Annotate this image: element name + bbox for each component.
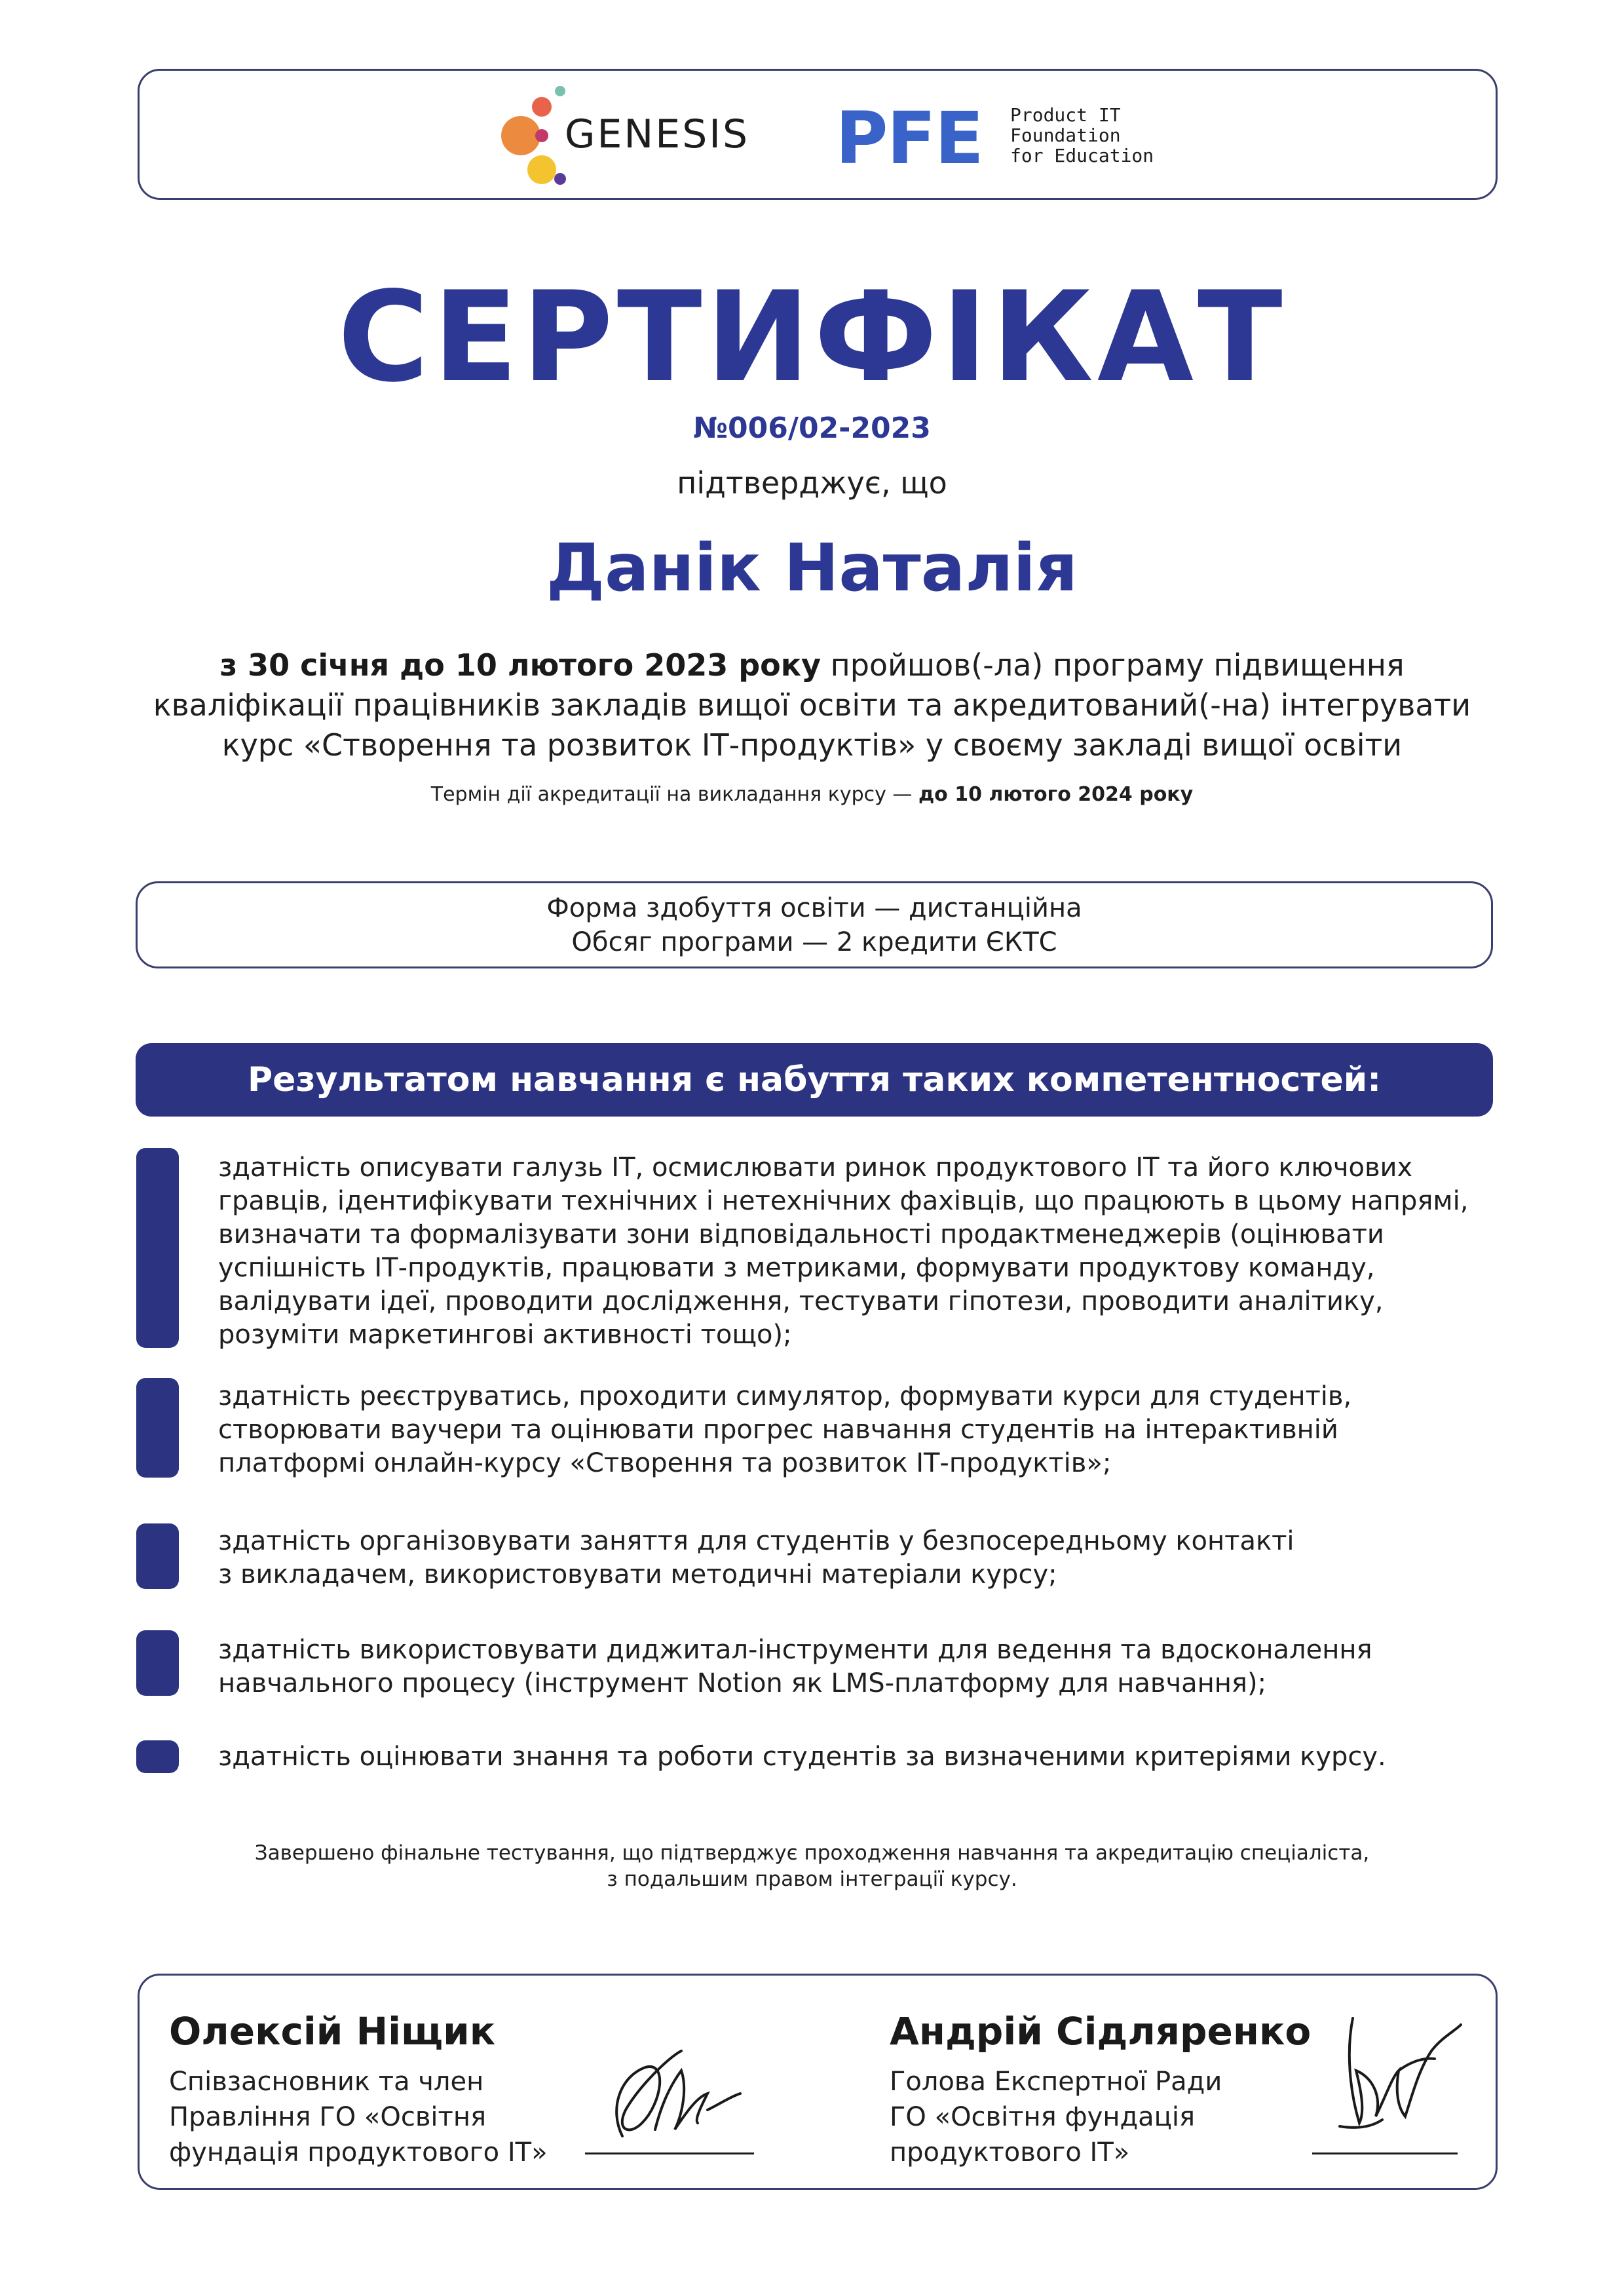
competency-item: здатність описувати галузь ІТ, осмислювати ринок продуктового ІТ та його ключових гравців, ідентифікувати технічних і нетехнічних фахівців, що працюють в цьому напрямі, визначати та формалізувати зони відповідальності продактменеджерів (оцінювати успішність ІТ-продуктів, працювати з метриками, формувати продуктову команду, валідувати ідеї, проводити дослідження, тестувати гіпотези, проводити аналітику, розуміти маркетингові активності тощо);	[218, 1153, 1469, 1350]
program-volume: Обсяг програми — 2 кредити ЄКТС	[571, 927, 1057, 957]
education-form: Форма здобуття освіти — дистанційна	[546, 893, 1082, 923]
competency-marker	[136, 1523, 179, 1589]
competency-item: здатність реєструватись, проходити симулятор, формувати курси для студентів, створювати ваучери та оцінювати прогрес навчання студентів на інтерактивній платформі онлайн-курсу «Створення та розвиток ІТ-продуктів»;	[218, 1381, 1352, 1478]
competency-marker	[136, 1378, 179, 1478]
signer-name: Олексій Ніщик	[169, 2009, 496, 2054]
signer-name: Андрій Сідляренко	[890, 2009, 1312, 2054]
competency-item: здатність оцінювати знання та роботи студентів за визначеними критеріями курсу.	[218, 1742, 1386, 1772]
genesis-logo-text: GENESIS	[565, 111, 750, 157]
logo-panel	[138, 69, 1498, 200]
program-dates: з 30 січня до 10 лютого 2023 року	[219, 647, 821, 683]
final-note: Завершено фінальне тестування, що підтверджує проходження навчання та акредитацію спеціаліста, з подальшим правом інтеграції курсу.	[254, 1841, 1370, 1891]
education-info-box	[136, 881, 1493, 968]
genesis-logo-icon	[495, 82, 567, 190]
signature-1-line	[585, 2152, 754, 2154]
certificate-title: СЕРТИФІКАТ	[337, 265, 1287, 410]
competency-marker	[136, 1630, 179, 1696]
competency-item: здатність організовувати заняття для студентів у безпосередньому контакті з викладачем, використовувати методичні матеріали курсу;	[218, 1526, 1294, 1590]
signer-role: Співзасновник та член Правління ГО «Освітня фундація продуктового ІТ»	[169, 2067, 548, 2168]
signature-2-icon	[1320, 1999, 1471, 2143]
program-description: з 30 січня до 10 лютого 2023 року пройшов(-ла) програму підвищення кваліфікації працівників закладів вищої освіти та акредитований(-на) інтегрувати курс «Створення та розвиток ІТ-продуктів» у своєму закладі вищої освіти	[153, 647, 1471, 763]
competency-marker	[136, 1148, 179, 1348]
pfe-logo-subtitle: Product IT Foundation for Education	[1010, 104, 1154, 166]
signature-2-line	[1312, 2152, 1458, 2154]
certificate-number: №006/02-2023	[693, 411, 931, 445]
signer-role: Голова Експертної Ради ГО «Освітня фундація продуктового ІТ»	[890, 2067, 1222, 2168]
results-banner: Результатом навчання є набуття таких компетентностей:	[136, 1043, 1493, 1117]
competency-marker	[136, 1740, 179, 1773]
accreditation-term: Термін дії акредитації на викладання курсу — до 10 лютого 2024 року	[430, 783, 1194, 806]
pfe-logo: PFE	[835, 96, 983, 180]
competency-item: здатність використовувати диджитал-інструменти для ведення та вдосконалення навчального процесу (інструмент Notion як LMS-платформу для навчання);	[218, 1635, 1372, 1698]
signature-1-icon	[583, 2031, 753, 2156]
confirms-text: підтверджує, що	[677, 465, 947, 501]
recipient-name: Данік Наталія	[546, 529, 1078, 606]
